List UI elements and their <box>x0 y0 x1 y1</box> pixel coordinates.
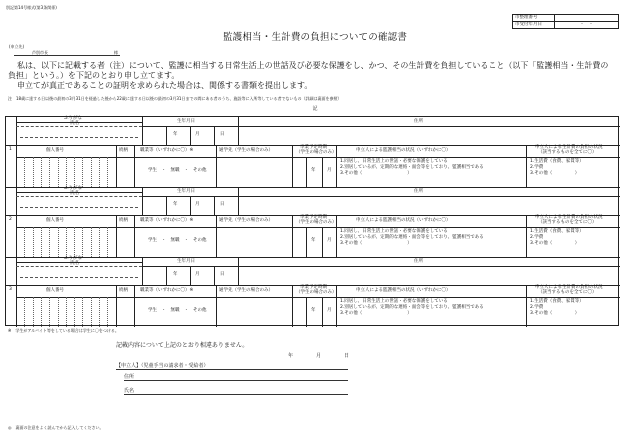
section-2-digit-div-8 <box>82 227 83 257</box>
section-1-furigana-line <box>16 122 142 123</box>
section-2-furigana-dash <box>16 196 142 197</box>
section-1-name-input-line <box>20 137 138 138</box>
section-2-cost-header-2: （該当するものを全てに〇） <box>538 220 597 225</box>
section-1-number-divider <box>16 117 17 187</box>
section-1-birth-month: 月 <box>195 132 200 137</box>
section-1-birthdate-label: 生年月日 <box>177 119 195 124</box>
addressee-office: 芦別市長 <box>32 50 48 55</box>
section-3-birth-day: 日 <box>220 272 225 277</box>
section-1-occupation-header: 職業等（いずれかに〇）※ <box>140 148 194 153</box>
confirm-text: 記載内容について上記のとおり相違ありません。 <box>116 342 249 349</box>
intro-line-2: 負担」という。）を下記のとおり申し立てます。 <box>8 71 180 80</box>
section-3-relation-label: 続柄 <box>119 288 128 293</box>
reception-box <box>512 14 619 29</box>
date-year: 年 <box>288 353 294 359</box>
date-month: 月 <box>316 353 322 359</box>
section-1-digit-div-8 <box>82 157 83 187</box>
section-1-graduation-header-1: 卒業予定時期 <box>300 145 327 150</box>
reception-number-label: 市整理番号 <box>513 15 555 22</box>
section-2-address-label: 住所 <box>414 189 423 194</box>
section-2-occupation-options[interactable]: 学生 ・ 無職 ・ その他 <box>148 238 207 243</box>
section-2-digit-div-11 <box>107 227 108 257</box>
section-1-grad-y-div <box>306 157 307 187</box>
section-3-grad-month: 月 <box>327 308 332 313</box>
date-day: 日 <box>344 353 350 359</box>
section-2-name-divider <box>142 187 143 215</box>
page-title: 監護相当・生計費の負担についての確認書 <box>222 32 408 43</box>
section-3-birth-year: 年 <box>173 272 178 277</box>
section-3-digit-div-8 <box>82 297 83 327</box>
section-3-digit-div-7 <box>74 297 75 327</box>
section-2-name-label: 氏名 <box>70 191 79 196</box>
section-2-care-option-3[interactable]: 3.その他（ ） <box>340 241 412 246</box>
section-3-graduation-header-1: 卒業予定時期 <box>300 285 327 290</box>
section-3-furigana-line <box>16 262 142 263</box>
section-2-col-div-3 <box>292 215 293 257</box>
section-3-school-header: 通学先（学生の場合のみ） <box>219 288 273 293</box>
section-1-grad-m-div <box>322 157 323 187</box>
section-1-digit-div-4 <box>49 157 50 187</box>
section-1-birth-d-div <box>214 126 215 145</box>
section-1-cost-option-2[interactable]: 2.学費 <box>530 165 544 170</box>
section-1-graduation-header-2: （学生の場合のみ） <box>296 150 337 155</box>
section-3-grad-m-div <box>322 297 323 327</box>
section-1-digit-div-11 <box>107 157 108 187</box>
section-3-birth-y-div <box>166 266 167 285</box>
section-1-col-div-1 <box>134 145 135 187</box>
section-1-furigana-dash <box>16 126 142 127</box>
section-3-birth-month: 月 <box>195 272 200 277</box>
section-1-care-option-1[interactable]: 1.同居し、日常生活上の世話・必要な保護をしている <box>340 159 448 164</box>
section-2-birth-m-div <box>190 196 191 215</box>
section-1-col-div-2 <box>216 145 217 187</box>
section-2-digit-div-6 <box>66 227 67 257</box>
section-1-name-label: 氏名 <box>70 121 79 126</box>
section-2-grad-month: 月 <box>327 238 332 243</box>
reception-date-label: 市受付年月日 <box>513 22 555 29</box>
section-1-digit-div-2 <box>33 157 34 187</box>
section-1-cost-option-3[interactable]: 3.その他（ ） <box>530 171 580 176</box>
section-1-birth-divider <box>238 117 239 145</box>
section-3-top-border <box>6 257 620 258</box>
section-2-care-option-1[interactable]: 1.同居し、日常生活上の世話・必要な保護をしている <box>340 229 448 234</box>
section-2-digit-div-10 <box>99 227 100 257</box>
section-1-relation-label: 続柄 <box>119 148 128 153</box>
section-3-birthdate-label: 生年月日 <box>177 259 195 264</box>
section-1-school-header: 通学先（学生の場合のみ） <box>219 148 273 153</box>
intro-line-1: 私は、以下に記載する者（注）について、監護に相当する日常生活上の世話及び必要な保護をし、かつ、その生計費を負担していること（以下「監護相当・生計費の <box>17 61 609 70</box>
section-3-occupation-header: 職業等（いずれかに〇）※ <box>140 288 194 293</box>
section-2-number-divider <box>16 187 17 257</box>
section-1-personal-number-label: 個人番号 <box>46 148 64 153</box>
section-2-col-div-1 <box>134 215 135 257</box>
section-1-grad-month: 月 <box>327 168 332 173</box>
section-2-digit-div-1 <box>24 227 25 257</box>
section-2-graduation-header-2: （学生の場合のみ） <box>296 220 337 225</box>
footer-note: ◎ 裏面の注意をよく読んでから記入してください。 <box>8 425 104 430</box>
section-2-birth-divider <box>238 187 239 215</box>
note-text: 注 18歳に達する日以後の最初の3月31日を経過した後から22歳に達する日以後の最初の3月31日までの間にある者のうち、施設等に入所等している者でないもの（詳細は裏面を参照） <box>8 96 342 101</box>
section-2-furigana-line <box>16 192 142 193</box>
section-2-col-div-2 <box>216 215 217 257</box>
section-1-birth-y-div <box>166 126 167 145</box>
section-2-relation-label: 続柄 <box>119 218 128 223</box>
section-3-digit-div-11 <box>107 297 108 327</box>
section-1-birth-day: 日 <box>220 132 225 137</box>
section-3-digit-div-6 <box>66 297 67 327</box>
section-2-cost-option-1[interactable]: 1.生活費（食費、家賃等） <box>530 229 584 234</box>
section-3-furigana-dash <box>16 266 142 267</box>
section-1-digit-div-1 <box>24 157 25 187</box>
section-2-col-div-5 <box>526 215 527 257</box>
section-2-grad-year: 年 <box>311 238 316 243</box>
addressee-line <box>14 50 120 56</box>
section-2-top-border <box>6 187 620 188</box>
section-1-cost-header-2: （該当するものを全てに〇） <box>538 150 597 155</box>
section-2-grad-m-div <box>322 227 323 257</box>
section-3-care-option-2[interactable]: 2.別居しているが、定期的な連絡・面会等をしており、監護相当である <box>340 305 484 310</box>
section-3-name-label: 氏名 <box>70 261 79 266</box>
section-1-address-label: 住所 <box>414 119 423 124</box>
section-3-name-input-line <box>20 277 138 278</box>
form-code: 別記第14号様式(第3条関係) <box>6 5 57 10</box>
section-1-col-div-0 <box>116 145 117 187</box>
section-3-digit-div-9 <box>91 297 92 327</box>
section-2-birth-day: 日 <box>220 202 225 207</box>
section-1-row-number: 1 <box>9 147 12 152</box>
section-2-care-option-2[interactable]: 2.別居しているが、定期的な連絡・面会等をしており、監護相当である <box>340 235 484 240</box>
section-3-digit-div-10 <box>99 297 100 327</box>
section-1-birth-year: 年 <box>173 132 178 137</box>
applicant-label: 【申立人】（児童手当の請求者・受給者） <box>116 363 348 370</box>
section-2-name-input-line <box>20 207 138 208</box>
section-1-digit-div-3 <box>41 157 42 187</box>
section-1-name-divider <box>142 117 143 145</box>
section-3-grad-y-div <box>306 297 307 327</box>
section-3-col-div-3 <box>292 285 293 327</box>
section-2-digit-div-9 <box>91 227 92 257</box>
section-2-digit-div-2 <box>33 227 34 257</box>
section-2-digit-div-3 <box>41 227 42 257</box>
section-1-col-div-3 <box>292 145 293 187</box>
section-3-cost-header-1: 申立人による生計費の負担の状況 <box>535 285 603 290</box>
section-2-digit-div-5 <box>58 227 59 257</box>
section-1-digit-div-10 <box>99 157 100 187</box>
section-3-name-divider <box>142 257 143 285</box>
section-1-furigana-label: ふりがな <box>64 116 82 121</box>
section-3-digit-div-3 <box>41 297 42 327</box>
section-1-cost-header-1: 申立人による生計費の負担の状況 <box>535 145 603 150</box>
section-3-personal-number-label: 個人番号 <box>46 288 64 293</box>
section-1-digit-div-7 <box>74 157 75 187</box>
section-3-col-div-2 <box>216 285 217 327</box>
section-1-digit-div-5 <box>58 157 59 187</box>
section-2-birth-d-div <box>214 196 215 215</box>
section-3-cost-header-2: （該当するものを全てに〇） <box>538 290 597 295</box>
section-2-school-header: 通学先（学生の場合のみ） <box>219 218 273 223</box>
section-3-digit-div-5 <box>58 297 59 327</box>
reception-date-value[interactable]: ・ ・ <box>555 22 619 29</box>
section-3-care-option-1[interactable]: 1.同居し、日常生活上の世話・必要な保護をしている <box>340 299 448 304</box>
section-2-birth-year: 年 <box>173 202 178 207</box>
section-3-col-div-1 <box>134 285 135 327</box>
section-2-digit-div-4 <box>49 227 50 257</box>
section-3-birth-d-div <box>214 266 215 285</box>
section-3-col-div-5 <box>526 285 527 327</box>
section-1-col-div-5 <box>526 145 527 187</box>
intro-line-3: 申立てが真正であることの証明を求められた場合は、関係する書類を提出します。 <box>17 81 313 90</box>
addressee-prefix: (申立先) <box>9 44 25 49</box>
section-3-grad-year: 年 <box>311 308 316 313</box>
section-1-cost-option-1[interactable]: 1.生活費（食費、家賃等） <box>530 159 584 164</box>
section-2-birthdate-label: 生年月日 <box>177 189 195 194</box>
section-3-number-divider <box>16 257 17 327</box>
section-3-col-div-0 <box>116 285 117 327</box>
section-3-care-header: 申立人による監護相当の状況（いずれかに〇） <box>356 288 451 293</box>
reception-number-value[interactable] <box>555 15 619 22</box>
section-1-care-header: 申立人による監護相当の状況（いずれかに〇） <box>356 148 451 153</box>
section-2-grad-y-div <box>306 227 307 257</box>
section-2-cost-option-3[interactable]: 3.その他（ ） <box>530 241 580 246</box>
section-1-birth-m-div <box>190 126 191 145</box>
section-3-birth-divider <box>238 257 239 285</box>
applicant-name-label: 氏名 <box>124 388 135 394</box>
section-1-digit-div-9 <box>91 157 92 187</box>
section-2-occupation-header: 職業等（いずれかに〇）※ <box>140 218 194 223</box>
section-3-digit-div-2 <box>33 297 34 327</box>
section-2-cost-option-2[interactable]: 2.学費 <box>530 235 544 240</box>
section-3-occupation-options[interactable]: 学生 ・ 無職 ・ その他 <box>148 308 207 313</box>
ki-label: 記 <box>312 106 318 112</box>
section-2-personal-number-label: 個人番号 <box>46 218 64 223</box>
section-3-row-number: 3 <box>9 287 12 292</box>
section-2-care-header: 申立人による監護相当の状況（いずれかに〇） <box>356 218 451 223</box>
section-3-birth-m-div <box>190 266 191 285</box>
section-2-graduation-header-1: 卒業予定時期 <box>300 215 327 220</box>
applicant-address-field[interactable] <box>124 374 348 381</box>
section-3-cost-option-3[interactable]: 3.その他（ ） <box>530 311 580 316</box>
section-1-digit-div-6 <box>66 157 67 187</box>
section-2-cost-header-1: 申立人による生計費の負担の状況 <box>535 215 603 220</box>
children-table <box>5 116 619 326</box>
section-3-address-label: 住所 <box>414 259 423 264</box>
section-1-care-option-3[interactable]: 3.その他（ ） <box>340 171 412 176</box>
section-1-care-option-2[interactable]: 2.別居しているが、定期的な連絡・面会等をしており、監護相当である <box>340 165 484 170</box>
section-2-furigana-label: ふりがな <box>64 186 82 191</box>
addressee-honorific: 様 <box>114 50 118 55</box>
section-2-birth-y-div <box>166 196 167 215</box>
section-1-grad-year: 年 <box>311 168 316 173</box>
footnote-text: ※ 学生がアルバイト等をしている場合は学生に〇をつける。 <box>8 328 119 333</box>
section-3-cost-option-2[interactable]: 2.学費 <box>530 305 544 310</box>
section-3-graduation-header-2: （学生の場合のみ） <box>296 290 337 295</box>
section-2-birth-month: 月 <box>195 202 200 207</box>
section-3-care-option-3[interactable]: 3.その他（ ） <box>340 311 412 316</box>
section-3-furigana-label: ふりがな <box>64 256 82 261</box>
section-3-digit-div-1 <box>24 297 25 327</box>
applicant-address-label: 住所 <box>124 374 135 380</box>
section-2-col-div-0 <box>116 215 117 257</box>
section-2-digit-div-7 <box>74 227 75 257</box>
section-1-occupation-options[interactable]: 学生 ・ 無職 ・ その他 <box>148 168 207 173</box>
section-2-row-number: 2 <box>9 217 12 222</box>
applicant-name-field[interactable] <box>124 388 348 395</box>
section-3-cost-option-1[interactable]: 1.生活費（食費、家賃等） <box>530 299 584 304</box>
section-3-digit-div-4 <box>49 297 50 327</box>
